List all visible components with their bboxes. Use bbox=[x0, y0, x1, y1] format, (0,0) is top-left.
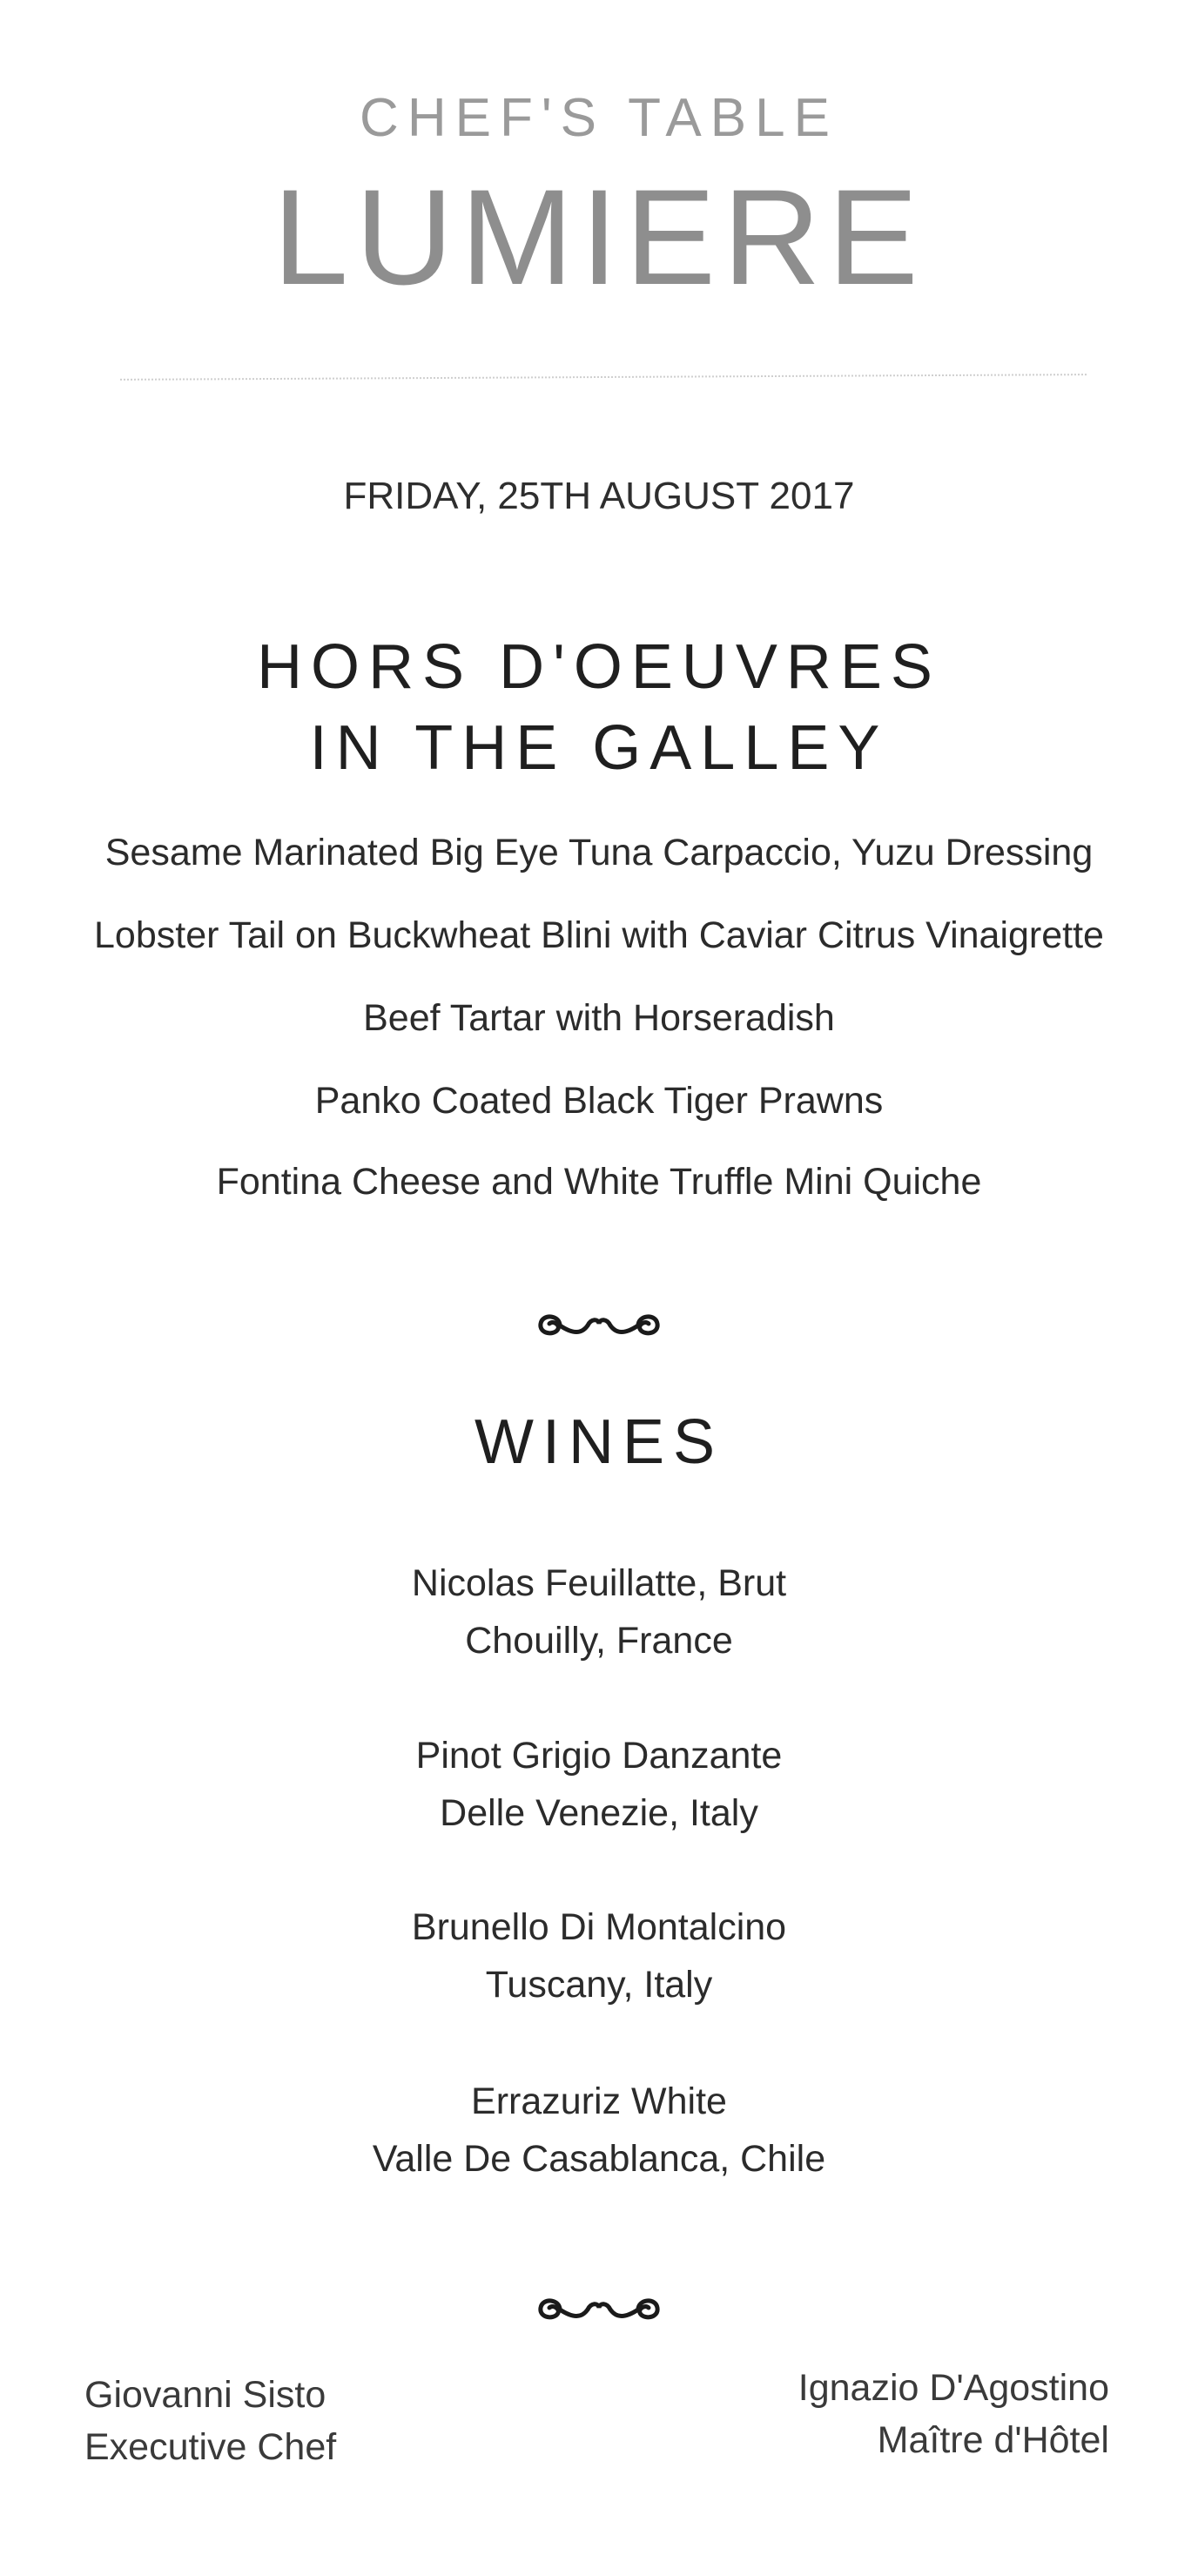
wine-origin: Valle De Casablanca, Chile bbox=[372, 2138, 826, 2180]
hors-doeuvres-heading-line1: HORS D'OEUVRES bbox=[257, 632, 941, 702]
hors-doeuvres-heading-line2: IN THE GALLEY bbox=[309, 713, 889, 783]
dish-item: Fontina Cheese and White Truffle Mini Quiche bbox=[216, 1161, 982, 1203]
wine-item bbox=[0, 2073, 1198, 2188]
wine-item bbox=[0, 1898, 1198, 2013]
header-subtitle: CHEF'S TABLE bbox=[360, 88, 838, 148]
signature-role: Maître d'Hôtel bbox=[877, 2419, 1109, 2461]
menu-date: FRIDAY, 25TH AUGUST 2017 bbox=[343, 475, 855, 517]
signature-name: Ignazio D'Agostino bbox=[798, 2367, 1109, 2409]
wine-item bbox=[0, 1727, 1198, 1842]
wine-origin: Tuscany, Italy bbox=[485, 1964, 713, 2006]
header-title: LUMIERE bbox=[273, 162, 925, 314]
wine-name: Nicolas Feuillatte, Brut bbox=[411, 1562, 787, 1604]
header-divider bbox=[120, 374, 1087, 381]
scroll-flourish-icon bbox=[0, 2290, 1198, 2325]
wine-origin: Chouilly, France bbox=[465, 1620, 733, 1662]
dish-item: Sesame Marinated Big Eye Tuna Carpaccio, Yuzu Dressing bbox=[104, 832, 1094, 873]
dish-item: Beef Tartar with Horseradish bbox=[363, 997, 835, 1039]
signature-maitre-d bbox=[798, 2362, 1109, 2466]
wine-item bbox=[0, 1554, 1198, 1669]
dish-item: Lobster Tail on Buckwheat Blini with Caviar Citrus Vinaigrette bbox=[94, 914, 1104, 956]
signature-name: Giovanni Sisto bbox=[84, 2374, 326, 2416]
signature-role: Executive Chef bbox=[84, 2426, 337, 2468]
signature-executive-chef bbox=[84, 2369, 336, 2473]
wine-name: Brunello Di Montalcino bbox=[411, 1906, 787, 1948]
dish-item: Panko Coated Black Tiger Prawns bbox=[314, 1080, 884, 1122]
wines-heading: WINES bbox=[474, 1407, 724, 1477]
wine-name: Errazuriz White bbox=[471, 2080, 727, 2122]
scroll-flourish-icon bbox=[0, 1306, 1198, 1341]
wine-origin: Delle Venezie, Italy bbox=[440, 1792, 758, 1834]
wine-name: Pinot Grigio Danzante bbox=[415, 1735, 783, 1777]
